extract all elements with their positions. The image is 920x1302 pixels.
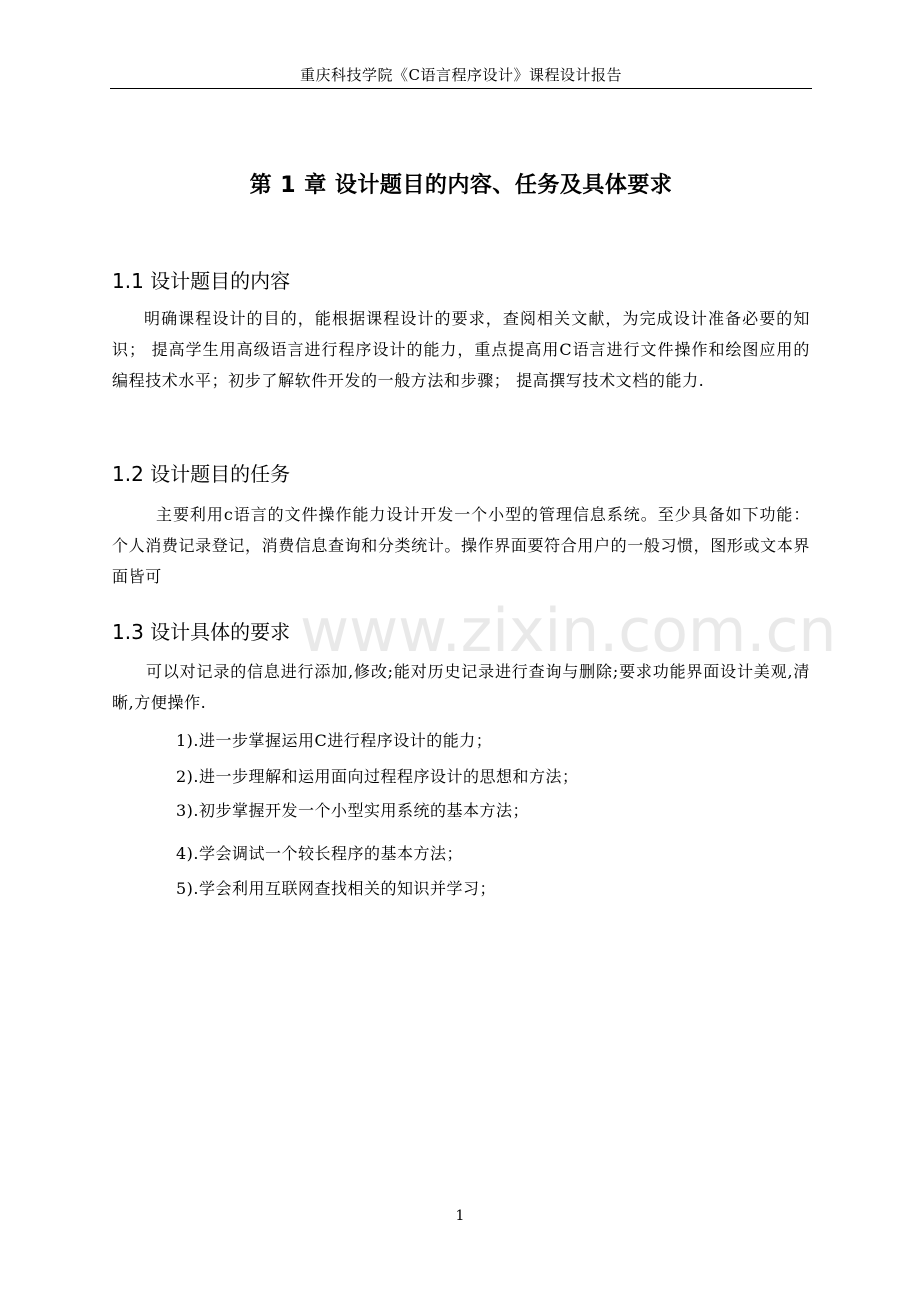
watermark: www.zixin.com.cn [300,596,837,666]
requirement-item: 2).进一步理解和运用面向过程程序设计的思想和方法； [176,767,579,786]
requirement-item: 3).初步掌握开发一个小型实用系统的基本方法； [176,801,530,820]
page-number: 1 [455,1208,465,1224]
section-heading-1-2: 1.2 设计题目的任务 [112,462,291,486]
requirement-item: 1).进一步掌握运用C进行程序设计的能力； [176,731,493,750]
requirement-item: 5).学会利用互联网查找相关的知识并学习； [176,879,497,898]
section-1-2-paragraph: 主要利用c语言的文件操作能力设计开发一个小型的管理信息系统。至少具备如下功能：个人消费记录登记，消费信息查询和分类统计。操作界面要符合用户的一般习惯，图形或文本界面皆可 [112,505,810,586]
header-divider [110,88,812,89]
section-heading-1-3: 1.3 设计具体的要求 [112,620,291,644]
page-header: 重庆科技学院《C语言程序设计》课程设计报告 [300,66,622,84]
section-heading-1-1: 1.1 设计题目的内容 [112,269,291,293]
requirement-item: 4).学会调试一个较长程序的基本方法； [176,844,464,863]
section-1-1-paragraph: 明确课程设计的目的，能根据课程设计的要求，查阅相关文献，为完成设计准备必要的知识； 提高学生用高级语言进行程序设计的能力，重点提高用C语言进行文件操作和绘图应用的编程技术水平；初步了解软件开发的一般方法和步骤； 提高撰写技术文档的能力. [112,309,810,390]
chapter-title: 第 1 章 设计题目的内容、任务及具体要求 [249,173,673,198]
section-1-3-paragraph: 可以对记录的信息进行添加,修改;能对历史记录进行查询与删除;要求功能界面设计美观,清晰,方便操作. [112,662,810,712]
